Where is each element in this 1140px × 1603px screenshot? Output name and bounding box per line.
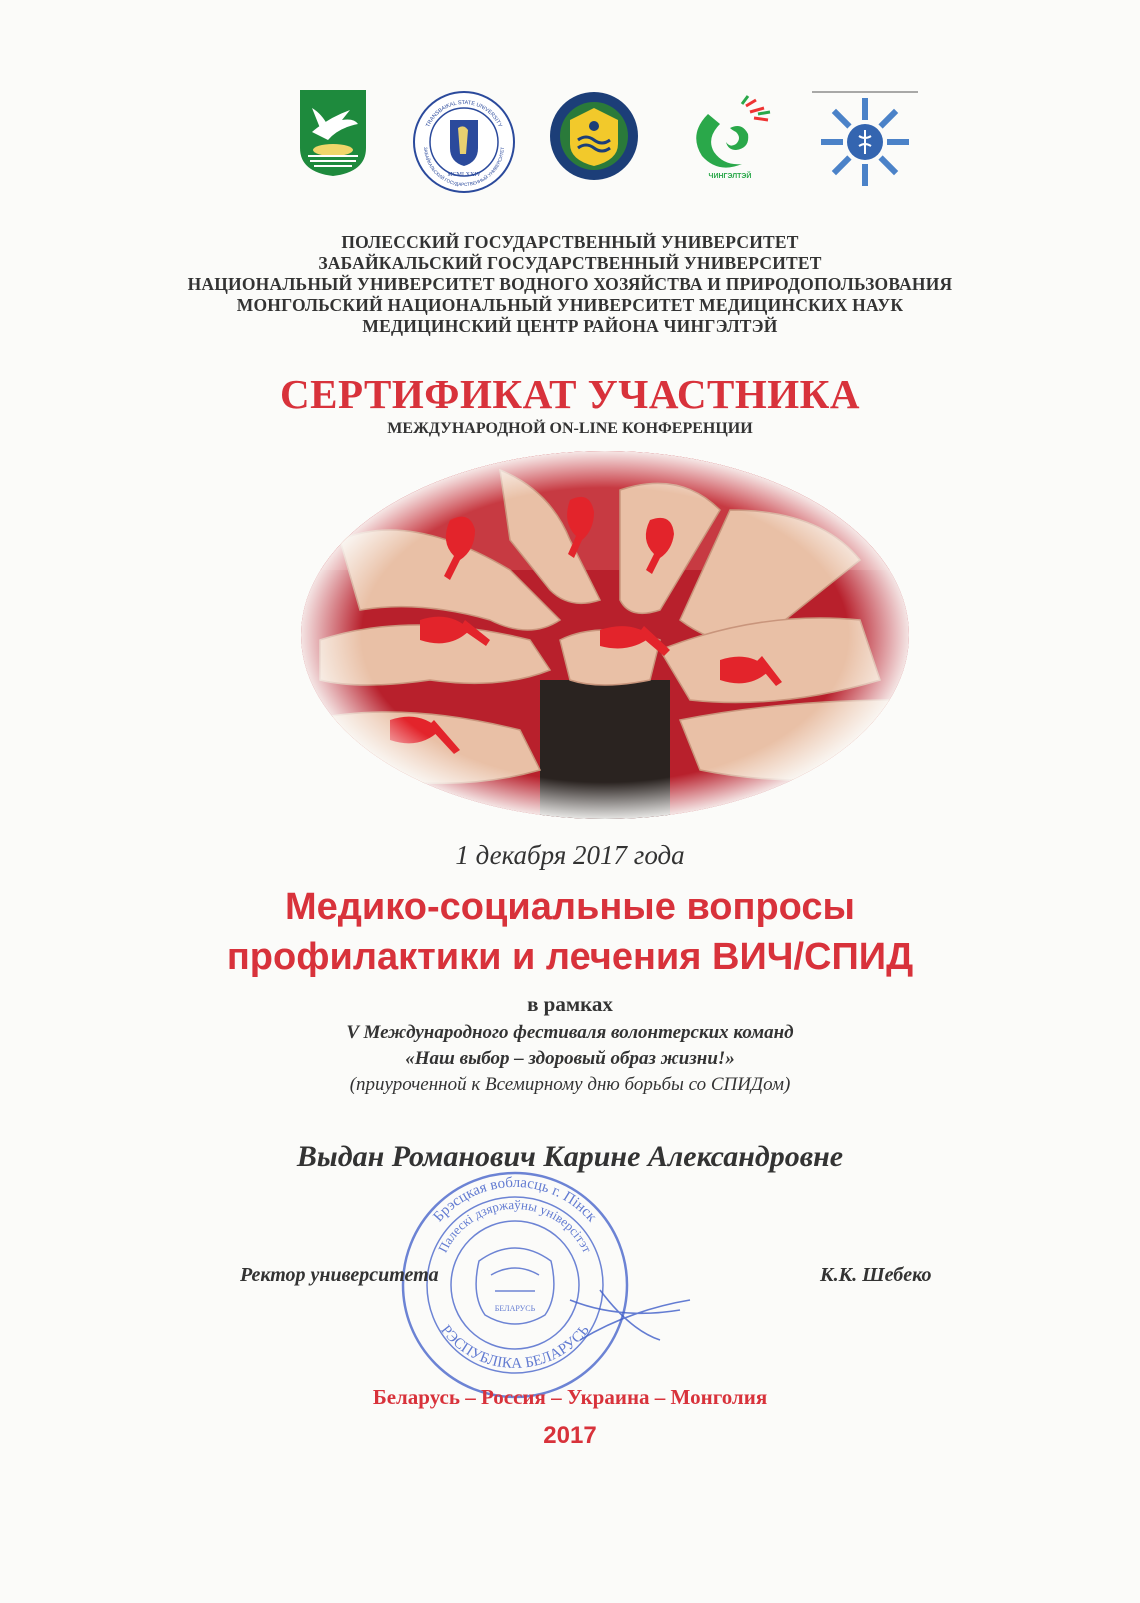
- signature-name: К.К. Шебеко: [820, 1264, 932, 1286]
- certificate-title: СЕРТИФИКАТ УЧАСТНИКА: [280, 371, 860, 417]
- festival-title-line-1: V Международного фестиваля волонтерских команд: [346, 1022, 794, 1043]
- medical-center-emblem-icon: [812, 90, 918, 190]
- polessu-emblem-icon: [298, 88, 368, 188]
- signature-role: Ректор университета: [240, 1264, 439, 1286]
- participating-countries: Беларусь – Россия – Украина – Монголия: [372, 1385, 768, 1409]
- festival-title-line-2: «Наш выбор – здоровый образ жизни!»: [405, 1048, 735, 1069]
- seal-outer-text: Брэсцкая вобласць г. Пінск: [430, 1174, 600, 1226]
- mongolian-medical-university-logo-icon: [684, 94, 776, 194]
- seal-band-text: БЕЛАРУСЬ: [494, 1304, 536, 1313]
- hands-with-red-ribbons-image: [300, 450, 910, 820]
- organization-name: ПОЛЕССКИЙ ГОСУДАРСТВЕННЫЙ УНИВЕРСИТЕТ: [341, 232, 799, 252]
- seal-year-text: MCMLXXIV: [447, 172, 481, 178]
- footer-year: 2017: [543, 1422, 597, 1449]
- organization-name: НАЦИОНАЛЬНЫЙ УНИВЕРСИТЕТ ВОДНОГО ХОЗЯЙСТВА И ПРИРОДОПОЛЬЗОВАНИЯ: [187, 274, 953, 294]
- water-university-emblem-icon: [548, 90, 640, 190]
- seal-bottom-text: ЗАБАЙКАЛЬСКИЙ ГОСУДАРСТВЕННЫЙ УНИВЕРСИТЕТ: [422, 146, 506, 188]
- certificate-subtitle: МЕЖДУНАРОДНОЙ ON-LINE КОНФЕРЕНЦИИ: [387, 420, 753, 437]
- rector-signature-mark: [560, 1280, 700, 1350]
- seal-inner-text: Палескі дзяржаўны універсітэт: [435, 1196, 595, 1255]
- zabaikalsky-university-seal-icon: [412, 90, 516, 190]
- seal-bottom-text: РЭСПУБЛІКА БЕЛАРУСЬ: [437, 1322, 593, 1373]
- event-note: (приуроченной к Всемирному дню борьбы со СПИДом): [349, 1074, 791, 1095]
- event-frame-text: в рамках: [527, 992, 613, 1016]
- recipient-issued-to: Выдан Романович Карине Александровне: [296, 1140, 844, 1173]
- event-date: 1 декабря 2017 года: [455, 840, 685, 870]
- organization-name: МЕДИЦИНСКИЙ ЦЕНТР РАЙОНА ЧИНГЭЛТЭЙ: [362, 316, 778, 336]
- chingeltei-logo-text: ЧИНГЭЛТЭЙ: [708, 173, 752, 180]
- topic-line-2: профилактики и лечения ВИЧ/СПИД: [226, 936, 914, 978]
- topic-line-1: Медико-социальные вопросы: [285, 886, 855, 928]
- organization-name: МОНГОЛЬСКИЙ НАЦИОНАЛЬНЫЙ УНИВЕРСИТЕТ МЕДИЦИНСКИХ НАУК: [236, 295, 904, 315]
- seal-top-text: TRANSBAIKAL STATE UNIVERSITY: [425, 99, 503, 129]
- event-topic: [0, 882, 1140, 982]
- organizations-list: [0, 232, 1140, 337]
- organization-name: ЗАБАЙКАЛЬСКИЙ ГОСУДАРСТВЕННЫЙ УНИВЕРСИТЕТ: [318, 253, 822, 273]
